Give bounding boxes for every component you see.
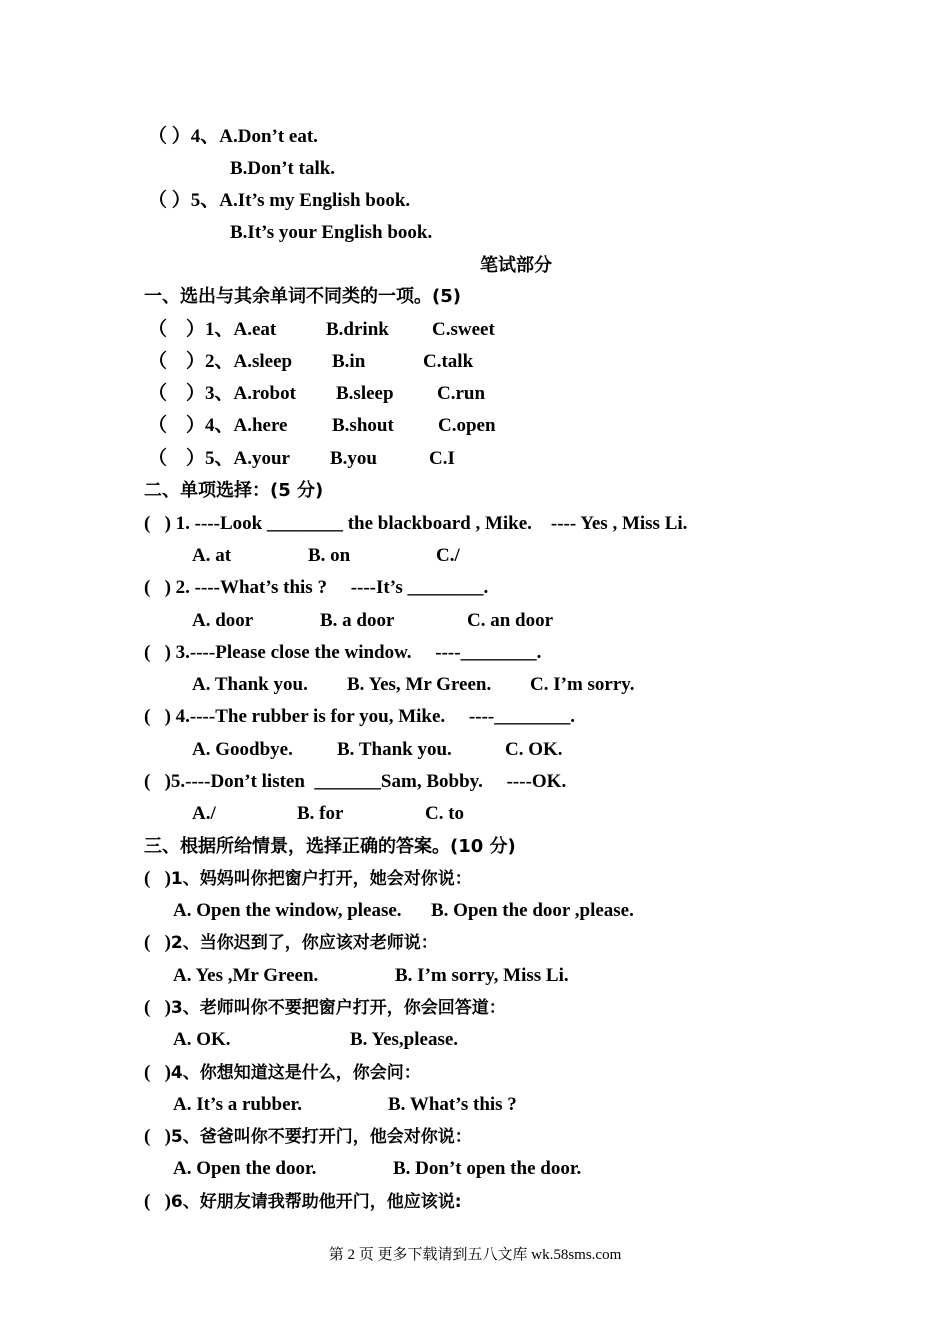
part1-q1-option-c: C.sweet [432, 319, 495, 340]
part2-q2-option-a: A. door [192, 610, 254, 631]
written-section-title: 笔试部分 [480, 255, 552, 276]
part3-q6-stem: 6、好朋友请我帮助他开门，他应该说: [170, 1192, 462, 1212]
part3-q4-stem: 4、你想知道这是什么，你会问： [170, 1063, 421, 1083]
part2-q1-option-c: C./ [436, 545, 460, 566]
listening-q4-option-b: B.Don’t talk. [230, 158, 336, 179]
part2-q4-stem: ( ) 4.----The rubber is for you, Mike. ----________. [144, 706, 575, 727]
part2-q4-option-a: A. Goodbye. [192, 739, 293, 760]
part2-q4-option-c: C. OK. [505, 739, 563, 760]
part1-q4-option-c: C.open [438, 415, 496, 436]
part2-q3-option-b: B. Yes, Mr Green. [347, 674, 492, 695]
part2-q1-option-b: B. on [308, 545, 351, 566]
listening-q5-option-b: B.It’s your English book. [230, 222, 433, 243]
part3-q3-option-b: B. Yes,please. [350, 1029, 459, 1050]
listening-q4-stem: （ ）4、A.Don’t eat. [148, 126, 318, 147]
part1-q5-stem: （ ）5、A.your [148, 448, 290, 469]
part1-q3-stem: （ ）3、A.robot [148, 383, 296, 404]
part1-q2-option-c: C.talk [423, 351, 474, 372]
part2-q3-option-a: A. Thank you. [192, 674, 308, 695]
listening-q5-stem: （ ）5、A.It’s my English book. [148, 190, 411, 211]
part3-q2 [144, 932, 438, 954]
part1-q4-option-b: B.shout [332, 415, 394, 436]
answer-paren: ( ) [144, 1062, 171, 1083]
part1-q1-option-b: B.drink [326, 319, 389, 340]
part1-q2-option-b: B.in [332, 351, 366, 372]
part3-q2-stem: 2、当你迟到了，你应该对老师说： [170, 933, 438, 953]
part3-q2-option-b: B. I’m sorry, Miss Li. [395, 965, 569, 986]
part2-q3-option-c: C. I’m sorry. [530, 674, 635, 695]
part1-heading: 一、选出与其余单词不同类的一项。(5) [144, 286, 461, 307]
part1-q2-stem: （ ）2、A.sleep [148, 351, 293, 372]
page-footer: 第 2 页 更多下载请到五八文库 wk.58sms.com [328, 1247, 622, 1263]
part2-q5-option-a: A./ [192, 803, 216, 824]
part3-q1-option-b: B. Open the door ,please. [431, 900, 634, 921]
part1-q3-option-b: B.sleep [336, 383, 394, 404]
part3-q4-option-b: B. What’s this ? [388, 1094, 517, 1115]
part3-q6 [144, 1191, 462, 1213]
part3-q1-stem: 1、妈妈叫你把窗户打开，她会对你说： [170, 869, 472, 889]
part3-q5-stem: 5、爸爸叫你不要打开门，他会对你说： [170, 1127, 472, 1147]
part2-heading: 二、单项选择：(5 分) [144, 480, 324, 501]
part3-q5-option-b: B. Don’t open the door. [393, 1158, 582, 1179]
part2-q5-option-b: B. for [297, 803, 344, 824]
part3-q5-option-a: A. Open the door. [173, 1158, 317, 1179]
part3-q3 [144, 997, 506, 1019]
answer-paren: ( ) [144, 868, 171, 889]
part2-q2-stem: ( ) 2. ----What’s this ? ----It’s ________. [144, 577, 489, 598]
part1-q5-option-b: B.you [330, 448, 377, 469]
part2-q1-option-a: A. at [192, 545, 232, 566]
part3-q4 [144, 1062, 421, 1084]
part3-heading: 三、根据所给情景，选择正确的答案。(10 分) [144, 836, 516, 857]
part1-q5-option-c: C.I [429, 448, 455, 469]
part3-q1 [144, 868, 472, 890]
part2-q4-option-b: B. Thank you. [337, 739, 452, 760]
part1-q4-stem: （ ）4、A.here [148, 415, 288, 436]
part3-q3-option-a: A. OK. [173, 1029, 231, 1050]
answer-paren: ( ) [144, 997, 171, 1018]
part3-q3-stem: 3、老师叫你不要把窗户打开，你会回答道： [170, 998, 506, 1018]
part2-q2-option-b: B. a door [320, 610, 395, 631]
part2-q2-option-c: C. an door [467, 610, 554, 631]
part2-q1-stem: ( ) 1. ----Look ________ the blackboard , Mike. ---- Yes , Miss Li. [144, 513, 688, 534]
part1-q1-stem: （ ）1、A.eat [148, 319, 277, 340]
part3-q4-option-a: A. It’s a rubber. [173, 1094, 302, 1115]
part3-q5 [144, 1126, 472, 1148]
part2-q5-option-c: C. to [425, 803, 465, 824]
part2-q3-stem: ( ) 3.----Please close the window. ----________. [144, 642, 542, 663]
answer-paren: ( ) [144, 1191, 171, 1212]
answer-paren: ( ) [144, 932, 171, 953]
part3-q1-option-a: A. Open the window, please. [173, 900, 402, 921]
answer-paren: ( ) [144, 1126, 171, 1147]
part1-q3-option-c: C.run [437, 383, 486, 404]
part2-q5-stem: ( )5.----Don’t listen _______Sam, Bobby. ----OK. [144, 771, 567, 792]
part3-q2-option-a: A. Yes ,Mr Green. [173, 965, 319, 986]
